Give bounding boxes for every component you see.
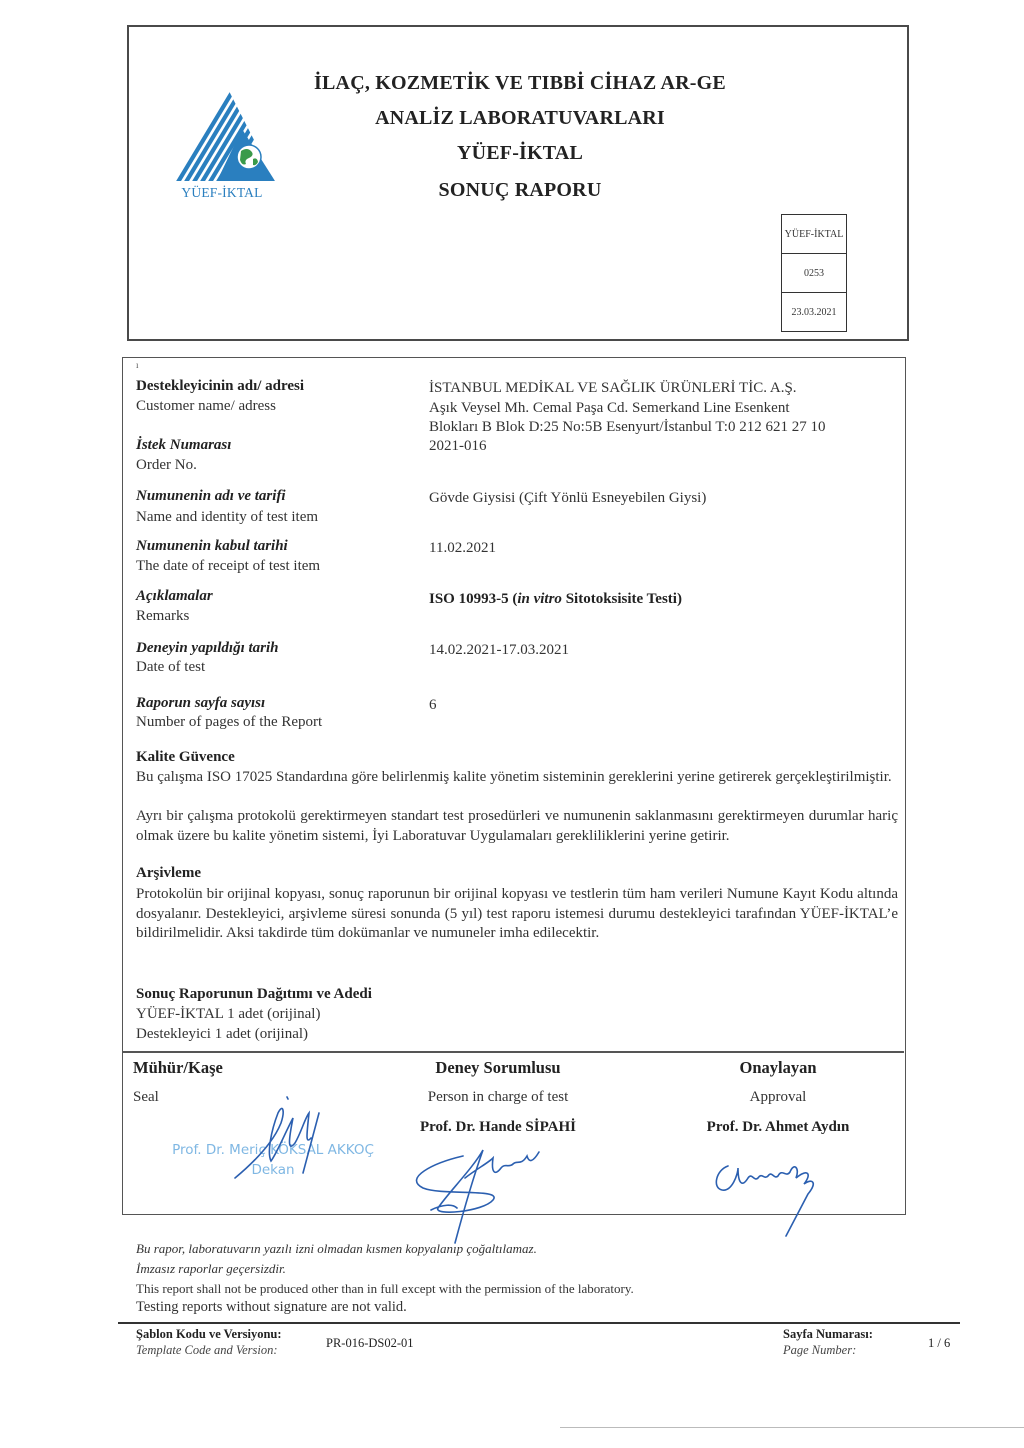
test-date-label-en: Date of test [136, 659, 206, 675]
receipt-date-label-en: The date of receipt of test item [136, 558, 321, 574]
remarks-label-tr: Açıklamalar [136, 588, 213, 604]
tester-column [373, 1054, 623, 1142]
remarks-value-prefix: ISO 10993-5 ( [429, 591, 518, 607]
signature-note-en: Testing reports without signature are not valid. [136, 1299, 407, 1315]
item-name-value: Gövde Giysisi (Çift Yönlü Esneyebilen Giysi) [429, 490, 707, 506]
ref-number: 0253 [782, 254, 846, 293]
customer-address-line-2: Blokları B Blok D:25 No:5B Esenyurt/İstanbul T:0 212 621 27 10 [429, 419, 826, 435]
page-count-label-tr: Raporun sayfa sayısı [136, 695, 266, 711]
remarks-value [429, 590, 682, 610]
signature-note-tr: İmzasız raporlar geçersizdir. [136, 1261, 286, 1276]
customer-label-en: Customer name/ adress [136, 398, 276, 414]
remarks-value-italic: in vitro [517, 591, 562, 607]
receipt-date-value: 11.02.2021 [429, 540, 496, 556]
item-name-label-en: Name and identity of test item [136, 509, 319, 525]
copy-restriction-note-en: This report shall not be produced other than in full except with the permission of the laboratory. [136, 1281, 634, 1296]
distribution-heading: Sonuç Raporunun Dağıtımı ve Adedi [136, 986, 372, 1002]
report-title: SONUÇ RAPORU [438, 179, 602, 201]
approver-sub: Approval [749, 1089, 807, 1105]
template-label-en: Template Code and Version: [136, 1343, 278, 1357]
archive-heading: Arşivleme [136, 865, 201, 881]
dean-signature-icon [223, 1083, 343, 1193]
page-number-label-tr: Sayfa Numarası: [783, 1327, 873, 1341]
distribution-line-1: YÜEF-İKTAL 1 adet (orijinal) [136, 1006, 321, 1022]
page-number-label-en: Page Number: [783, 1343, 857, 1357]
logo-text: YÜEF-İKTAL [181, 185, 263, 200]
header-title-line-1: İLAÇ, KOZMETİK VE TIBBİ CİHAZ AR-GE [314, 72, 726, 94]
page-count-value: 6 [429, 697, 437, 713]
customer-label-tr: Destekleyicinin adı/ adresi [136, 378, 305, 394]
test-date-value: 14.02.2021-17.03.2021 [429, 642, 569, 658]
order-label-en: Order No. [136, 457, 197, 473]
report-body-box [122, 357, 906, 1215]
approver-signature-icon [708, 1148, 838, 1238]
stamp-title: Dekan [251, 1162, 295, 1178]
distribution-line-2: Destekleyici 1 adet (orijinal) [136, 1026, 309, 1042]
item-name-label-tr: Numunenin adı ve tarifi [136, 488, 286, 504]
footer-rule [118, 1322, 960, 1324]
tester-name: Prof. Dr. Hande SİPAHİ [420, 1119, 576, 1135]
tester-signature-icon [393, 1138, 583, 1248]
signature-divider [123, 1051, 904, 1053]
approver-name: Prof. Dr. Ahmet Aydın [706, 1119, 850, 1135]
tester-sub: Person in charge of test [427, 1089, 569, 1105]
ref-org: YÜEF-İKTAL [782, 215, 846, 254]
header-title-line-3: YÜEF-İKTAL [456, 142, 584, 164]
header-title-line-2: ANALİZ LABORATUVARLARI [375, 107, 665, 129]
tester-heading: Deney Sorumlusu [435, 1058, 561, 1077]
order-value: 2021-016 [429, 438, 487, 454]
report-reference-box [781, 214, 847, 332]
copy-restriction-note-tr: Bu rapor, laboratuvarın yazılı izni olmadan kısmen kopyalanıp çoğaltılamaz. [136, 1241, 537, 1256]
stamp-name: Prof. Dr. Meriç KÖKSAL AKKOÇ [172, 1142, 374, 1158]
customer-value [429, 379, 825, 438]
remarks-label-en: Remarks [136, 608, 190, 624]
quality-heading: Kalite Güvence [136, 749, 235, 765]
order-label-tr: İstek Numarası [136, 437, 232, 453]
quality-paragraph-2: Ayrı bir çalışma protokolü gerektirmeyen standart test prosedürleri ve numunenin saklanmasını gerektirmeyen durumlar hariç olmak üzere bu kalite yönetim sistemi, İyi Laboratuvar Uygulamaları gerekliliklerini yerine getirir. [136, 808, 898, 844]
page-count-label-en: Number of pages of the Report [136, 714, 323, 730]
customer-address-line-1: Aşık Veysel Mh. Cemal Paşa Cd. Semerkand Line Esenkent [429, 399, 790, 416]
seal-heading: Mühür/Kaşe [133, 1058, 223, 1077]
ref-date: 23.03.2021 [791, 307, 837, 318]
page-number: 1 / 6 [928, 1336, 951, 1350]
striped-triangle-globe-icon [167, 89, 277, 184]
scan-edge-line [560, 1427, 1024, 1428]
approver-column [653, 1054, 903, 1142]
receipt-date-label-tr: Numunenin kabul tarihi [136, 538, 288, 554]
seal-sub: Seal [133, 1089, 159, 1105]
quality-paragraph-1: Bu çalışma ISO 17025 Standardına göre belirlenmiş kalite yönetim sisteminin gereklerini yerine getirerek gerçekleştirilmiştir. [136, 769, 892, 785]
test-date-label-tr: Deneyin yapıldığı tarih [136, 640, 279, 656]
template-label-tr: Şablon Kodu ve Versiyonu: [136, 1327, 282, 1341]
report-header-box [127, 25, 909, 341]
page-mark: ı [136, 360, 139, 370]
template-code: PR-016-DS02-01 [326, 1336, 414, 1350]
archive-paragraph: Protokolün bir orijinal kopyası, sonuç raporunun bir orijinal kopyası ve testlerin tüm ham verileri Numune Kayıt Kodu altında dosyalanır. Destekleyici, arşivleme süresi sonunda (5 yıl) test raporu istemesi durumu destekleyici tarafından YÜEF-İKTAL’e bildirilmelidir. Aksi takdirde tüm dokümanlar ve numuneler imha edilecektir. [136, 886, 898, 941]
approver-heading: Onaylayan [739, 1058, 817, 1077]
customer-name: İSTANBUL MEDİKAL VE SAĞLIK ÜRÜNLERİ TİC. A.Ş. [429, 380, 797, 396]
remarks-value-suffix: Sitotoksisite Testi) [561, 591, 682, 607]
